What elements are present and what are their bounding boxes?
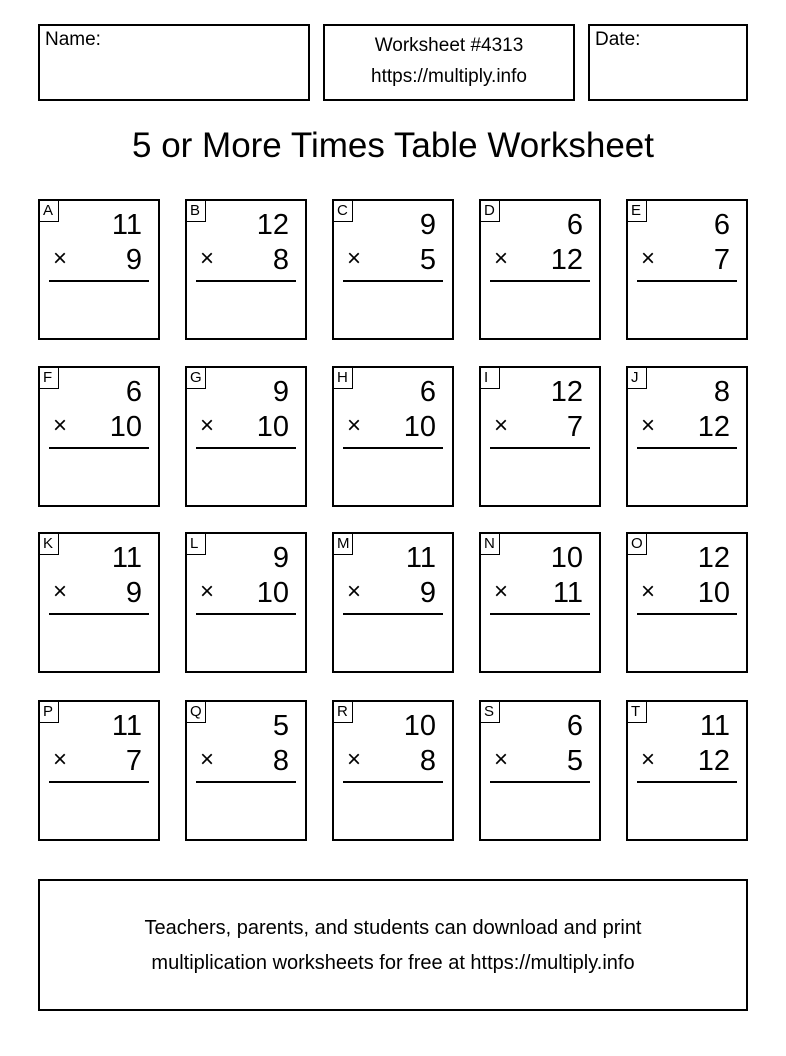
problem-card: [38, 532, 160, 673]
times-sign: ×: [200, 412, 215, 439]
problem-letter: T: [628, 702, 647, 723]
problem-top-number: 11: [111, 542, 142, 574]
problem-letter: S: [481, 702, 500, 723]
problem-card: [185, 366, 307, 507]
problem-letter: P: [40, 702, 59, 723]
problem-bottom-number: 10: [697, 577, 730, 609]
answer-line: [196, 447, 296, 449]
problem-top-number: 8: [713, 376, 730, 408]
problem-top-number: 5: [272, 710, 289, 742]
times-sign: ×: [200, 746, 215, 773]
problem-bottom-number: 7: [566, 411, 583, 443]
problem-bottom-number: 9: [125, 577, 142, 609]
problem-card: [626, 532, 748, 673]
page-title: 5 or More Times Table Worksheet: [132, 126, 654, 165]
footer-text-line-2: multiplication worksheets for free at https://multiply.info: [151, 952, 635, 974]
answer-line: [49, 781, 149, 783]
problem-card: [185, 532, 307, 673]
problem-top-number: 6: [419, 376, 436, 408]
problem-letter: I: [481, 368, 500, 389]
answer-line: [637, 613, 737, 615]
times-sign: ×: [347, 245, 362, 272]
problem-card: [332, 700, 454, 841]
problem-card: [38, 199, 160, 340]
answer-line: [49, 447, 149, 449]
problem-bottom-number: 10: [256, 577, 289, 609]
times-sign: ×: [53, 746, 68, 773]
problem-letter: A: [40, 201, 59, 222]
problem-top-number: 10: [403, 710, 436, 742]
times-sign: ×: [494, 578, 509, 605]
times-sign: ×: [53, 412, 68, 439]
problem-bottom-number: 10: [256, 411, 289, 443]
problem-letter: R: [334, 702, 353, 723]
answer-line: [49, 280, 149, 282]
problem-bottom-number: 11: [552, 577, 583, 609]
answer-line: [490, 613, 590, 615]
times-sign: ×: [347, 412, 362, 439]
name-label: Name:: [45, 29, 101, 50]
problem-bottom-number: 10: [109, 411, 142, 443]
problem-letter: L: [187, 534, 206, 555]
problem-letter: G: [187, 368, 206, 389]
problem-letter: F: [40, 368, 59, 389]
problem-bottom-number: 12: [697, 745, 730, 777]
problem-card: [479, 700, 601, 841]
problem-letter: C: [334, 201, 353, 222]
problem-bottom-number: 8: [272, 244, 289, 276]
answer-line: [490, 781, 590, 783]
problem-letter: O: [628, 534, 647, 555]
answer-line: [343, 447, 443, 449]
problem-card: [479, 199, 601, 340]
problem-card: [332, 366, 454, 507]
answer-line: [637, 447, 737, 449]
times-sign: ×: [641, 746, 656, 773]
times-sign: ×: [347, 746, 362, 773]
problem-top-number: 6: [566, 209, 583, 241]
problem-top-number: 10: [550, 542, 583, 574]
problem-top-number: 11: [699, 710, 730, 742]
times-sign: ×: [200, 245, 215, 272]
date-label: Date:: [595, 29, 641, 50]
times-sign: ×: [53, 245, 68, 272]
problem-bottom-number: 5: [566, 745, 583, 777]
problem-card: [185, 199, 307, 340]
problem-bottom-number: 5: [419, 244, 436, 276]
answer-line: [343, 280, 443, 282]
problem-top-number: 6: [713, 209, 730, 241]
problem-bottom-number: 9: [419, 577, 436, 609]
problem-bottom-number: 8: [419, 745, 436, 777]
problem-letter: M: [334, 534, 353, 555]
problem-bottom-number: 9: [125, 244, 142, 276]
problem-card: [479, 366, 601, 507]
times-sign: ×: [641, 412, 656, 439]
problem-letter: K: [40, 534, 59, 555]
times-sign: ×: [494, 412, 509, 439]
answer-line: [637, 781, 737, 783]
times-sign: ×: [200, 578, 215, 605]
answer-line: [196, 781, 296, 783]
answer-line: [490, 280, 590, 282]
answer-line: [490, 447, 590, 449]
answer-line: [196, 613, 296, 615]
answer-line: [196, 280, 296, 282]
problem-letter: N: [481, 534, 500, 555]
problem-bottom-number: 8: [272, 745, 289, 777]
problem-bottom-number: 10: [403, 411, 436, 443]
problem-card: [38, 700, 160, 841]
problem-top-number: 12: [256, 209, 289, 241]
worksheet-number: Worksheet #4313: [374, 35, 524, 56]
footer-text-line-1: Teachers, parents, and students can download and print: [144, 917, 642, 939]
answer-line: [343, 613, 443, 615]
problem-card: [185, 700, 307, 841]
times-sign: ×: [53, 578, 68, 605]
worksheet-url: https://multiply.info: [371, 66, 527, 87]
answer-line: [49, 613, 149, 615]
problem-top-number: 9: [272, 542, 289, 574]
problem-top-number: 9: [272, 376, 289, 408]
problem-top-number: 11: [405, 542, 436, 574]
problem-bottom-number: 7: [125, 745, 142, 777]
problem-card: [332, 532, 454, 673]
times-sign: ×: [494, 245, 509, 272]
times-sign: ×: [641, 245, 656, 272]
problem-top-number: 6: [125, 376, 142, 408]
problem-top-number: 11: [111, 710, 142, 742]
problem-card: [626, 700, 748, 841]
worksheet-info-box: [323, 24, 575, 101]
times-sign: ×: [494, 746, 509, 773]
problem-letter: J: [628, 368, 647, 389]
problem-letter: B: [187, 201, 206, 222]
problem-top-number: 12: [550, 376, 583, 408]
problem-letter: E: [628, 201, 647, 222]
problem-top-number: 12: [697, 542, 730, 574]
answer-line: [637, 280, 737, 282]
problem-card: [626, 199, 748, 340]
problem-letter: D: [481, 201, 500, 222]
answer-line: [343, 781, 443, 783]
problem-letter: Q: [187, 702, 206, 723]
problem-card: [332, 199, 454, 340]
times-sign: ×: [347, 578, 362, 605]
problem-bottom-number: 12: [550, 244, 583, 276]
problem-card: [626, 366, 748, 507]
footer-box: [38, 879, 748, 1011]
problem-bottom-number: 12: [697, 411, 730, 443]
problem-card: [479, 532, 601, 673]
times-sign: ×: [641, 578, 656, 605]
name-field-box: [38, 24, 310, 101]
problem-top-number: 6: [566, 710, 583, 742]
date-field-box: [588, 24, 748, 101]
problem-bottom-number: 7: [713, 244, 730, 276]
problem-card: [38, 366, 160, 507]
problem-top-number: 9: [419, 209, 436, 241]
problem-letter: H: [334, 368, 353, 389]
problem-top-number: 11: [111, 209, 142, 241]
